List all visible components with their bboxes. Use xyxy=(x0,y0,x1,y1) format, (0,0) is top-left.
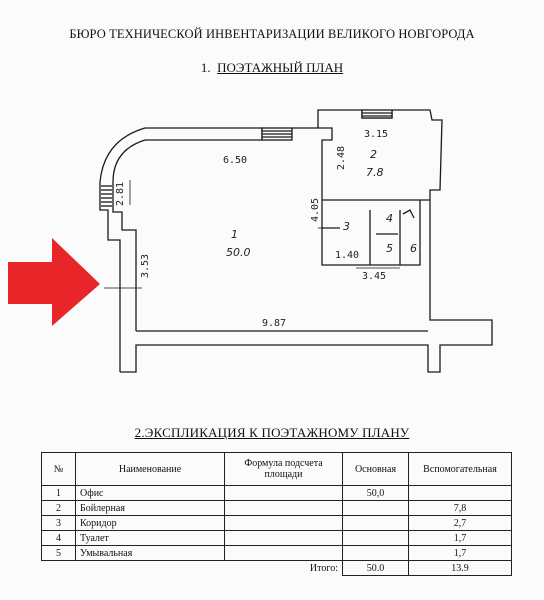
dim-left-lower: 3.53 xyxy=(140,253,151,278)
cell-formula xyxy=(225,486,343,501)
plan-number: 1. xyxy=(200,60,211,75)
cell-number: 1 xyxy=(42,486,76,501)
header-main: Основная xyxy=(343,453,409,486)
table-row xyxy=(42,516,512,531)
dim-annex-width: 3.45 xyxy=(362,271,387,282)
bureau-heading: БЮРО ТЕХНИЧЕСКОЙ ИНВЕНТАРИЗАЦИИ ВЕЛИКОГО НОВГОРОДА xyxy=(69,27,475,41)
cell-formula xyxy=(225,501,343,516)
red-arrow-icon xyxy=(8,238,100,326)
dim-corridor-height: 4.05 xyxy=(310,197,321,222)
room-3-number: 3 xyxy=(343,220,350,233)
window-right-top xyxy=(362,110,392,118)
dim-width-top: 6.50 xyxy=(223,155,248,166)
room-6-number: 6 xyxy=(410,242,417,255)
explication-table xyxy=(41,452,512,576)
outer-wall-top-right xyxy=(120,110,492,372)
cell-aux xyxy=(409,486,512,501)
cell-main: 50,0 xyxy=(343,486,409,501)
plan-title-text: ПОЭТАЖНЫЙ ПЛАН xyxy=(217,60,344,75)
explication-title: 2.ЭКСПЛИКАЦИЯ К ПОЭТАЖНОМУ ПЛАНУ xyxy=(134,425,410,440)
dim-left-upper: 2.81 xyxy=(115,181,126,206)
room-4-number: 4 xyxy=(386,212,393,225)
header-number: № xyxy=(42,453,76,486)
cell-number: 3 xyxy=(42,516,76,531)
cell-aux: 1,7 xyxy=(409,531,512,546)
header-formula: Формула подсчета площади xyxy=(225,453,343,486)
cell-number: 5 xyxy=(42,546,76,561)
cell-aux: 1,7 xyxy=(409,546,512,561)
cell-formula xyxy=(225,546,343,561)
header-aux: Вспомогательная xyxy=(409,453,512,486)
cell-aux: 7,8 xyxy=(409,501,512,516)
cell-main xyxy=(343,546,409,561)
dim-width-bottom: 9.87 xyxy=(262,318,287,329)
cell-main xyxy=(343,531,409,546)
dim-boiler-width: 3.15 xyxy=(364,129,389,140)
table-row xyxy=(42,546,512,561)
window-left xyxy=(101,186,112,206)
cell-name: Умывальная xyxy=(76,546,225,561)
header-name: Наименование xyxy=(76,453,225,486)
total-row xyxy=(42,561,512,576)
cell-formula xyxy=(225,516,343,531)
cell-name: Туалет xyxy=(76,531,225,546)
room-2-area: 7.8 xyxy=(366,166,384,179)
room-2-number: 2 xyxy=(370,148,377,161)
cell-name: Офис xyxy=(76,486,225,501)
cell-number: 4 xyxy=(42,531,76,546)
cell-number: 2 xyxy=(42,501,76,516)
cell-name: Бойлерная xyxy=(76,501,225,516)
cell-main xyxy=(343,501,409,516)
window-top xyxy=(262,128,292,140)
door-mark-4 xyxy=(403,210,414,218)
table-header-row xyxy=(42,453,512,486)
table-row xyxy=(42,531,512,546)
room-1-number: 1 xyxy=(231,228,238,241)
total-label: Итого: xyxy=(42,561,343,576)
table-row xyxy=(42,486,512,501)
cell-main xyxy=(343,516,409,531)
cell-name: Коридор xyxy=(76,516,225,531)
floor-plan-title xyxy=(0,60,544,76)
table-row xyxy=(42,501,512,516)
total-main: 50.0 xyxy=(343,561,409,576)
dim-corridor-width: 1.40 xyxy=(335,250,360,261)
floor-plan-drawing xyxy=(0,80,544,380)
total-aux: 13.9 xyxy=(409,561,512,576)
room-1-area: 50.0 xyxy=(226,246,251,259)
room-5-number: 5 xyxy=(386,242,393,255)
cell-formula xyxy=(225,531,343,546)
cell-aux: 2,7 xyxy=(409,516,512,531)
dim-boiler-height: 2.48 xyxy=(336,145,347,170)
